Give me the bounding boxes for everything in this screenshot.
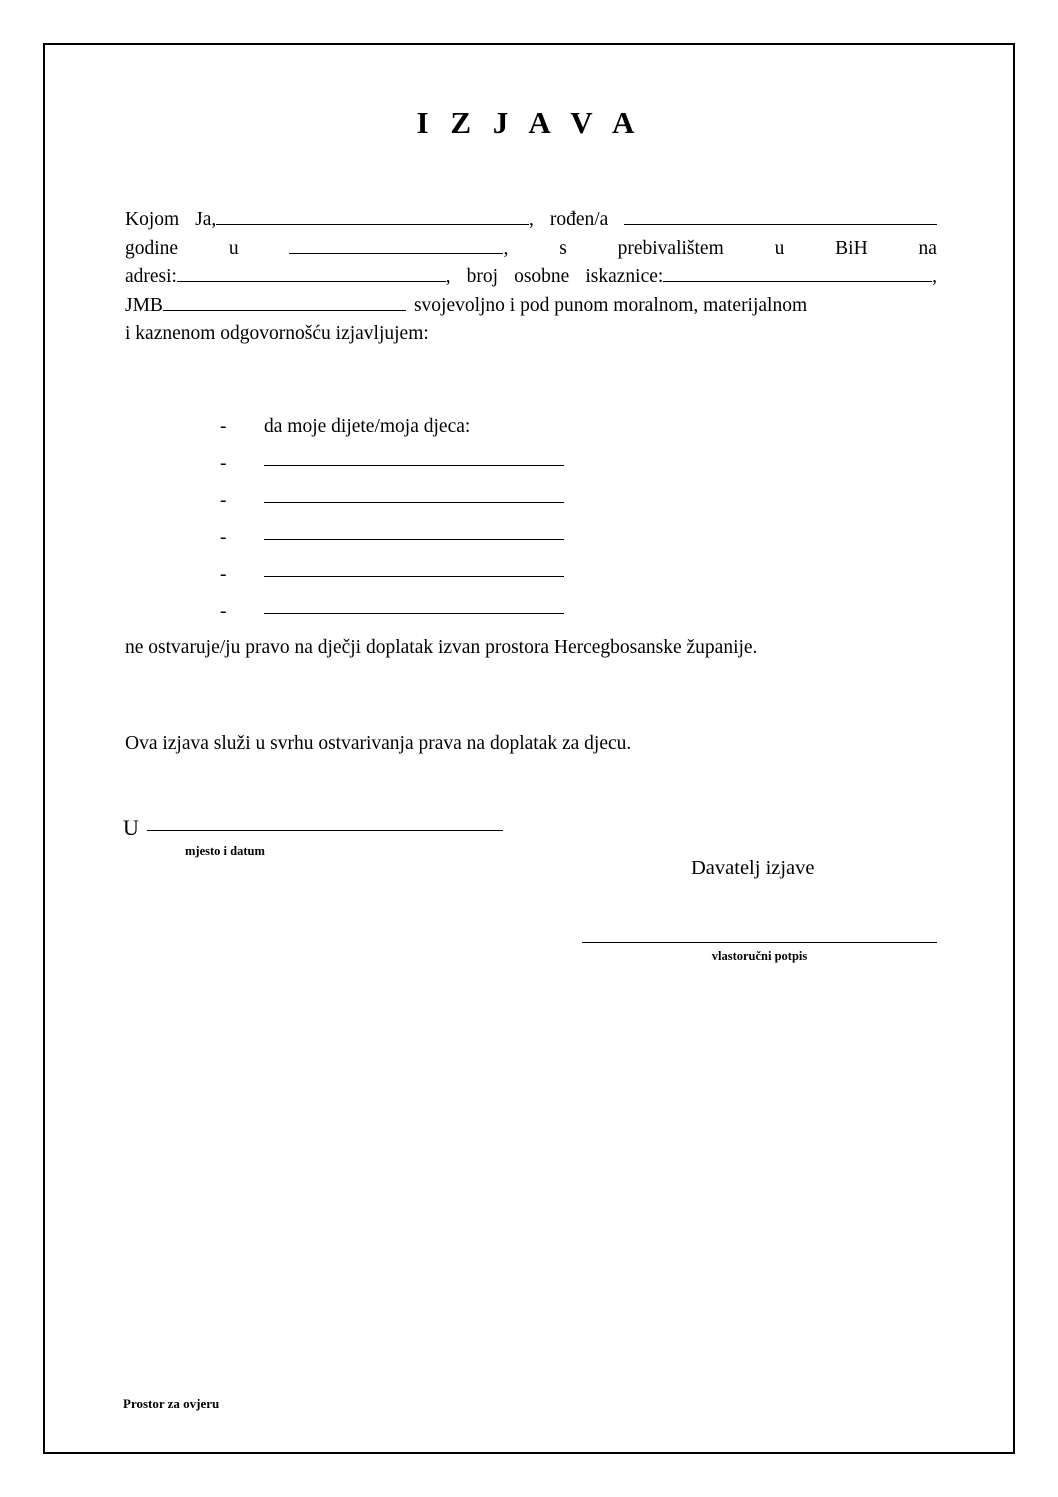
jmb-input-line[interactable]	[163, 309, 406, 311]
child-entry-row	[220, 490, 640, 527]
in-word-2: u	[774, 237, 785, 259]
declaration-intro-paragraph	[125, 206, 937, 349]
intro-line-4-tail: svojevoljno i pod punom moralnom, materijalnom	[413, 294, 808, 316]
address-input-line[interactable]	[177, 280, 446, 282]
intro-line-5	[125, 320, 937, 349]
child-name-input-line[interactable]	[264, 612, 564, 614]
statement-purpose: Ova izjava služi u svrhu ostvarivanja prava na doplatak za djecu.	[125, 733, 632, 754]
residence-word: prebivalištem	[617, 237, 724, 259]
comma-after-address: ,	[445, 266, 451, 287]
in-word: u	[228, 237, 239, 259]
born-label: rođen/a	[549, 209, 609, 230]
list-dash-icon: -	[220, 601, 227, 622]
name-input-line[interactable]	[216, 223, 529, 225]
place-and-date-caption: mjesto i datum	[185, 844, 265, 858]
comma-after-place: ,	[503, 237, 509, 259]
child-name-input-line[interactable]	[264, 464, 564, 466]
list-dash-icon: -	[220, 564, 227, 585]
id-word-osobne: osobne	[514, 266, 570, 287]
list-dash-icon: -	[220, 490, 227, 511]
id-word-iskaznice: iskaznice:	[585, 266, 664, 287]
intro-line-3	[125, 263, 937, 292]
comma-after-name: ,	[528, 209, 534, 230]
intro-line-4	[125, 292, 937, 321]
place-and-date-field	[123, 815, 543, 859]
document-page	[43, 43, 1015, 1454]
child-entry-row	[220, 564, 640, 601]
child-entry-row	[220, 453, 640, 490]
children-list-heading-row	[220, 416, 640, 453]
list-dash-icon: -	[220, 453, 227, 474]
birth-date-input-line[interactable]	[624, 223, 937, 225]
intro-lead-word: Kojom	[125, 209, 180, 230]
jmb-label: JMB	[125, 294, 163, 316]
signature-input-line[interactable]	[582, 941, 937, 943]
id-number-input-line[interactable]	[663, 280, 932, 282]
place-and-date-input-line[interactable]	[147, 829, 503, 831]
signature-caption: vlastoručni potpis	[711, 949, 808, 963]
page-title: I Z J A V A	[416, 105, 642, 140]
year-word: godine	[125, 237, 179, 259]
place-and-date-row	[123, 815, 543, 841]
with-word: s	[559, 237, 567, 259]
at-word: na	[918, 237, 937, 259]
address-label: adresi:	[125, 266, 177, 287]
list-dash-icon: -	[220, 527, 227, 548]
children-list-heading: da moje dijete/moja djeca:	[264, 416, 471, 437]
children-list	[220, 416, 640, 638]
id-word-broj: broj	[466, 266, 499, 287]
comma-after-id: ,	[932, 266, 937, 287]
intro-subject-word: Ja,	[195, 209, 217, 230]
country-label: BiH	[835, 237, 868, 259]
child-entry-row	[220, 601, 640, 638]
certification-space-note: Prostor za ovjeru	[123, 1396, 220, 1411]
signature-field	[582, 941, 937, 964]
child-name-input-line[interactable]	[264, 575, 564, 577]
child-entry-row	[220, 527, 640, 564]
child-name-input-line[interactable]	[264, 538, 564, 540]
responsibility-text: i kaznenom odgovornošću izjavljujem:	[125, 323, 429, 344]
list-dash-icon: -	[220, 416, 227, 437]
statement-outside-region: ne ostvaruje/ju pravo na dječji doplatak izvan prostora Hercegbosanske županije.	[125, 637, 758, 658]
intro-line-1	[125, 206, 937, 235]
intro-line-2	[125, 235, 937, 264]
document-body	[45, 45, 1013, 1452]
declarant-title: Davatelj izjave	[691, 857, 815, 879]
birth-place-input-line[interactable]	[289, 252, 503, 254]
child-name-input-line[interactable]	[264, 501, 564, 503]
place-prefix-label: U	[123, 815, 139, 840]
